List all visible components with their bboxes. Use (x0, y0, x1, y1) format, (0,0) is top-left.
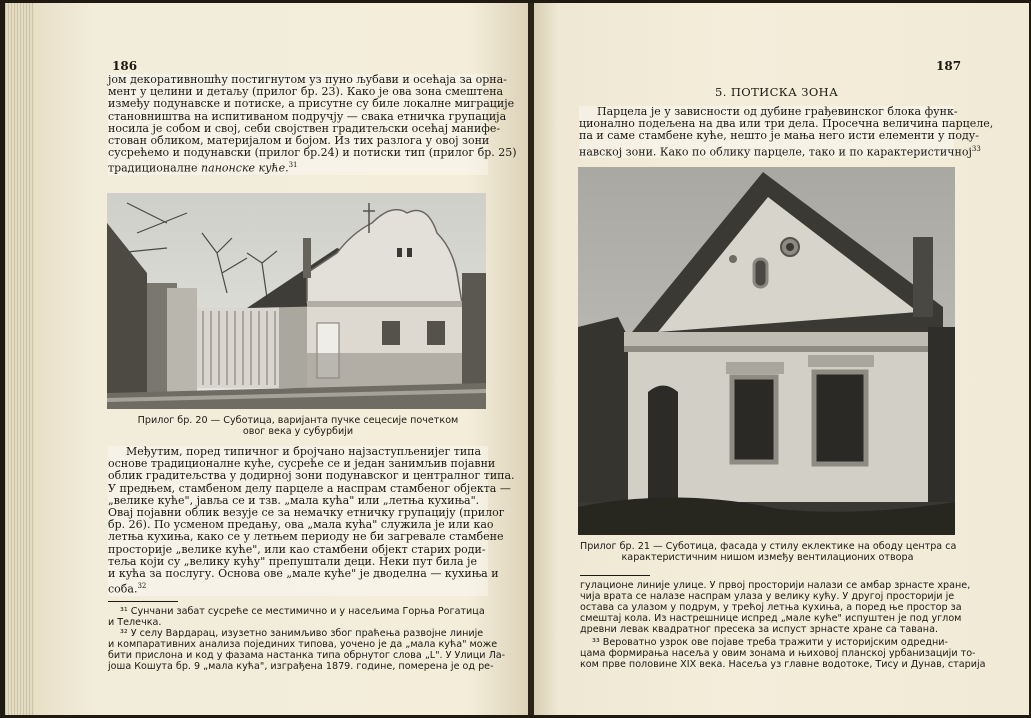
photo-21-image (578, 167, 955, 535)
continuation-rule-right (580, 575, 650, 576)
right-continuation-footnote: гулационе линије улице. У првој просторији налази се амбар зрнасте хране, чија врата се налазе наспрам улаза у велику кућу. У другој просторији је остава са улазом у подрум, у трећој летња кухиња, а поред ње простор за смештај кола. Из настрешнице испред „мале куће" испуштен је под углом древни левак квадратног пресека за испуст зрнасте хране са тавана. (580, 580, 971, 635)
footnote-rule-left (108, 601, 178, 602)
photo-subotica-secession-house (107, 193, 486, 409)
footnote-33: ³³ Вероватно узрок ове појаве треба тражити у историјским одредни- цама формирања насеља у овим зонама и њиховој планској урбанизацији то- ком прве половине XIX века. Насеља уз главне водотоке, Тису и Дунав, старија (580, 637, 986, 670)
left-paragraph-1: јом декоративношћу постигнутом уз пуно љубави и осећаја за орна- мент у целини и детаљу (прилог бр. 23). Како је ова зона смештена између подунавске и потиске, а присутне су биле локалне миграције становништва на испитиваном подручју — свака етничка групација носила је собом и свој, себи својствен градитељски осећај манифе- стован обликом, материјалом и бојом. Из тих разлога у овој зони сусрећемо и подунавски (прилог бр.24) и потиски тип (прилог бр. 25) традиционалне панонске куће.$^{31}$ (108, 73, 517, 176)
photo-subotica-eclectic-facade (578, 167, 955, 535)
caption-photo-21: Прилог бр. 21 — Суботица, фасада у стилу еклектике на ободу центра са карактеристичним нишом између вентилационих отвора (580, 541, 957, 563)
right-paragraph-1: Парцела је у зависности од дубине грађевинског блока функ- ционално подељена на два или три дела. Просечна величина парцеле, па и саме стамбене куће, нешто је мања него исти елементи у поду- навској зони. Како по облику парцеле, тако и по карактеристичној$^{33}$ (579, 105, 994, 159)
left-paragraph-2: Међутим, поред типичног и бројчано најзаступљенијег типа основе традиционалне куће, сусреће се и један занимљив појавни облик градитељства у додирној зони подунавског и централног типа. У предњем, стамбеном делу парцеле а наспрам стамбеног објекта — „велике куће", јавља се и тзв. „мала кућа" или „летња кухиња". Овај појавни облик везује се за немачку етничку групацију (прилог бр. 26). По усменом предању, ова „мала кућа" служила је или као летња кухиња, како се у летњем периоду не би загревале стамбене просторије „велике куће", или као стамбени објект старих роди- теља који су „велику кућу" препуштали деци. Неки пут била је и кућа за послугу. Основа ове „мале куће" је дводелна — кухиња и соба.$^{32}$ (108, 445, 515, 596)
photo-20-image (107, 193, 486, 409)
caption-photo-20: Прилог бр. 20 — Суботица, варијанта пучке сецесије почетком овог века у субурбији (137, 415, 459, 437)
page-number-right: 187 (936, 59, 962, 73)
footnotes-left: ³¹ Сунчани забат сусреће се местимично и у насељима Горња Рогатица и Телечка. ³² У селу Вардарац, изузетно занимљиво због праћења развојне линије и компаративних анализа појединих типова, уочено је да „мала кућа" може бити прислона и код у фазама настанка типа обрнутог слова „L". У Улици Ла- јоша Кошута бр. 9 „мала кућа", изграђена 1879. године, померена је од ре- (108, 606, 506, 672)
left-page (34, 3, 528, 715)
section-title: 5. ПОТИСКА ЗОНА (715, 85, 839, 99)
page-number-left: 186 (112, 59, 138, 73)
right-page (534, 3, 1029, 715)
book-page-edges (5, 3, 34, 715)
